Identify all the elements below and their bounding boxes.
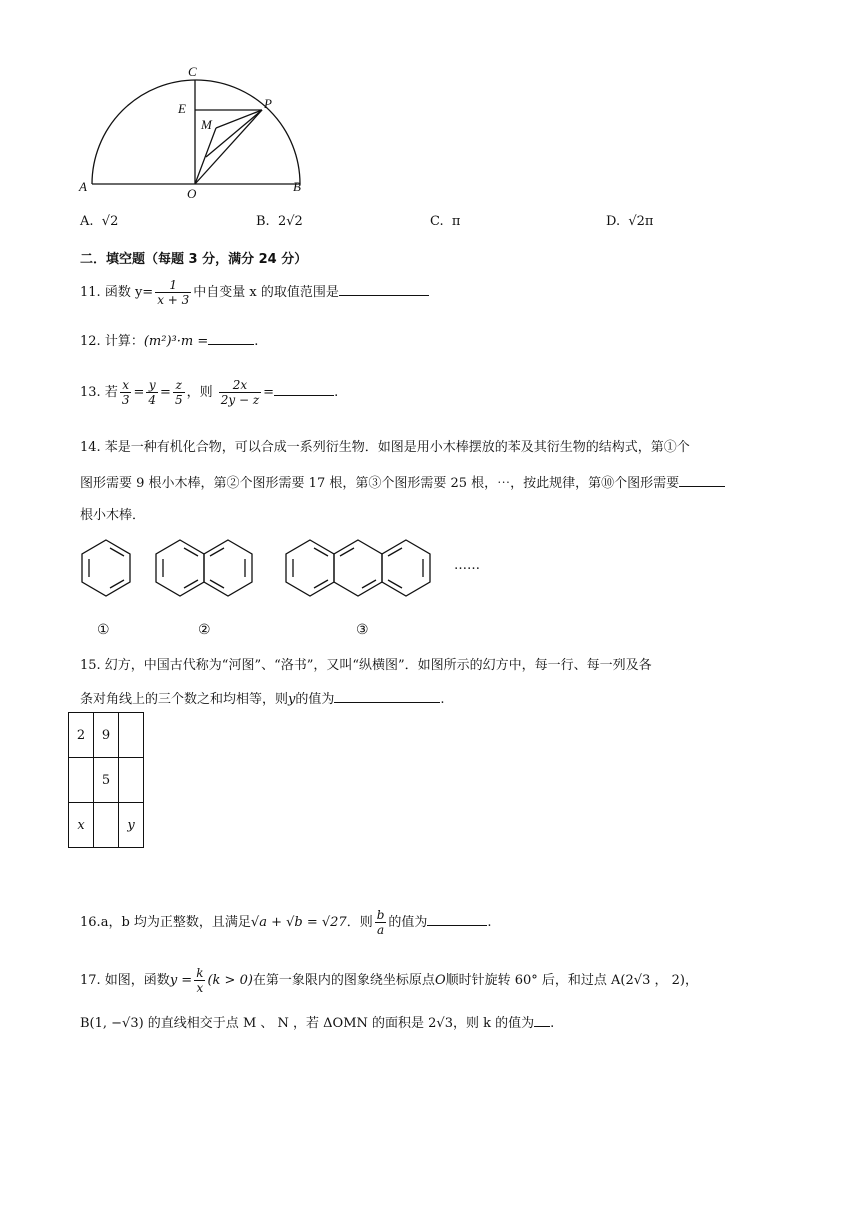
- grid-cell: 9: [94, 713, 119, 758]
- question-17-line1: 17. 如图，函数y = $\frac{k}{x}$ (k > 0)在第一象限内的图象绕坐标原点O顺时针旋转 60° 后，和过点 A(2√3 ， 2)，: [80, 966, 698, 995]
- figure-label-1: ①: [97, 622, 110, 638]
- question-14-line3: 根小木棒．: [80, 508, 146, 523]
- label-a: A: [79, 179, 87, 194]
- question-11: 11. 函数 y= $\frac{1}{x + 3}$ 中自变量 x 的取值范围是: [80, 278, 429, 307]
- question-15-line1: 15. 幻方，中国古代称为“河图”、“洛书”，又叫“纵横图”．如图所示的幻方中，每一行、每一列及各: [80, 658, 652, 673]
- label-e: E: [178, 101, 186, 116]
- question-15-line2: 条对角线上的三个数之和均相等，则y的值为 .: [80, 688, 445, 710]
- grid-cell-x: x: [69, 803, 94, 848]
- answer-blank-15[interactable]: [334, 688, 440, 703]
- question-17-line2: B(1, −√3) 的直线相交于点 M 、 N ，若 ΔOMN 的面积是 2√3，则 k 的值为 .: [80, 1012, 554, 1034]
- answer-blank-16[interactable]: [427, 911, 487, 926]
- question-12: 12. 计算：(m²)³·m = .: [80, 330, 258, 352]
- question-14-line2: 图形需要 9 根小木棒，第②个图形需要 17 根，第③个图形需要 25 根，⋯，按此规律，第⑩个图形需要: [80, 472, 725, 494]
- anthracene-ring-2: [334, 540, 382, 596]
- answer-blank-17[interactable]: [534, 1012, 550, 1027]
- sequence-ellipsis: ……: [454, 558, 480, 573]
- grid-cell-y: y: [119, 803, 144, 848]
- question-16: 16.a，b 均为正整数，且满足√a + √b = √27．则 $\frac{b}{a}$ 的值为 .: [80, 908, 492, 937]
- option-a: A. √2: [80, 214, 119, 229]
- option-c: C. π: [430, 214, 461, 229]
- question-13: 13. 若 $\frac{x}{3}$ = $\frac{y}{4}$ = $\frac{z}{5}$ ，则 $\frac{2x}{2y - z}$ = .: [80, 378, 339, 407]
- option-b: B. 2√2: [256, 214, 303, 229]
- figure-label-3: ③: [356, 622, 369, 638]
- figure-label-2: ②: [198, 622, 211, 638]
- magic-square-grid: [68, 712, 144, 848]
- grid-cell: [119, 758, 144, 803]
- grid-cell: [119, 713, 144, 758]
- grid-cell: 5: [94, 758, 119, 803]
- label-m: M: [201, 117, 212, 132]
- grid-cell: [94, 803, 119, 848]
- label-p: P: [264, 96, 272, 111]
- label-o: O: [187, 186, 197, 201]
- question-14-line1: 14. 苯是一种有机化合物，可以合成一系列衍生物．如图是用小木棒摆放的苯及其衍生物的结构式，第①个: [80, 440, 690, 455]
- grid-cell: [69, 758, 94, 803]
- option-d: D. √2π: [606, 214, 654, 229]
- label-b: B: [293, 179, 301, 194]
- section-heading: 二．填空题（每题 3 分，满分 24 分）: [80, 252, 308, 267]
- label-c: C: [188, 64, 197, 79]
- grid-cell: 2: [69, 713, 94, 758]
